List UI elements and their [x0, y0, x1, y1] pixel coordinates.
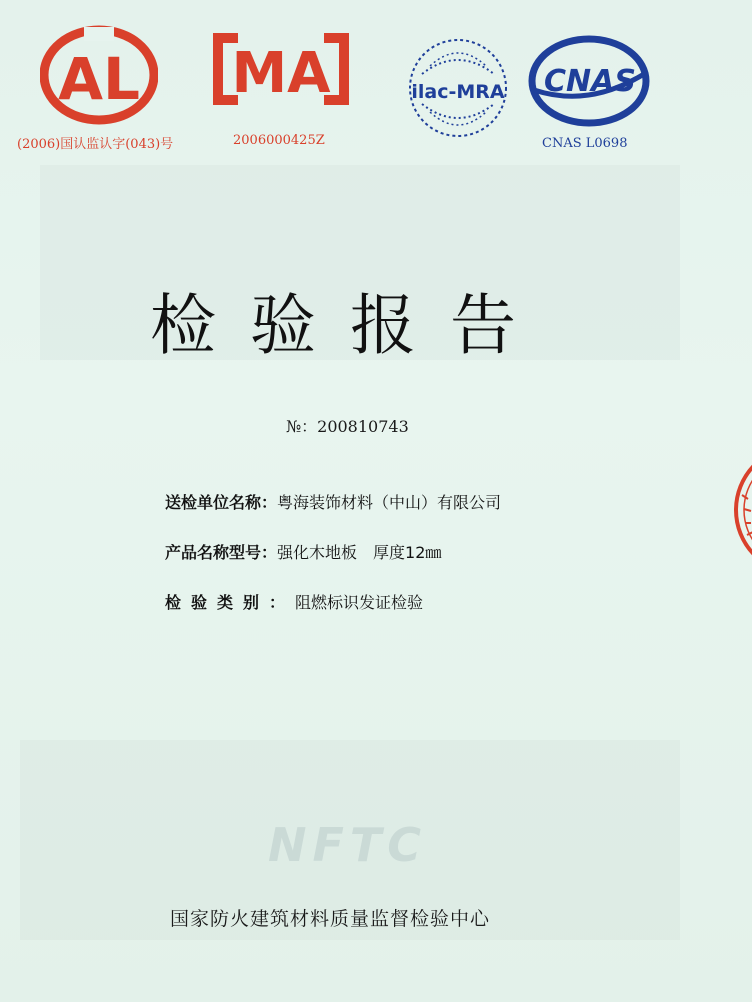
product-value: 强化木地板 厚度12㎜: [277, 543, 442, 562]
cma-logo-text: MA: [231, 41, 331, 106]
cma-caption: 2006000425Z: [233, 133, 325, 148]
nftc-watermark: NFTC: [268, 818, 428, 872]
cal-logo-text: AL: [58, 45, 140, 113]
inspection-type-label: 检验类别：: [165, 593, 296, 612]
ilac-mra-logo: [402, 36, 514, 140]
cma-logo: [210, 32, 352, 106]
page-title: 检验报告: [150, 287, 550, 364]
product-label: 产品名称型号：: [165, 543, 278, 562]
product-row: [165, 540, 441, 563]
issuing-organization: 国家防火建筑材料质量监督检验中心: [170, 908, 491, 930]
inspection-type-value: 阻燃标识发证检验: [295, 593, 424, 612]
cnas-logo-text: CNAS: [544, 64, 636, 99]
inspection-type-row: [165, 590, 423, 613]
ilac-logo-text: ilac-MRA: [411, 81, 505, 103]
cnas-logo: [528, 34, 650, 128]
client-value: 粤海装饰材料（中山）有限公司: [277, 493, 502, 512]
client-label: 送检单位名称：: [165, 493, 278, 512]
report-number: №：200810743: [286, 417, 409, 436]
cnas-caption: CNAS L0698: [542, 136, 628, 151]
cal-caption: (2006)国认监认字(043)号: [17, 137, 174, 152]
red-seal: [722, 440, 752, 580]
cal-logo: [40, 25, 158, 125]
client-row: [165, 490, 501, 513]
